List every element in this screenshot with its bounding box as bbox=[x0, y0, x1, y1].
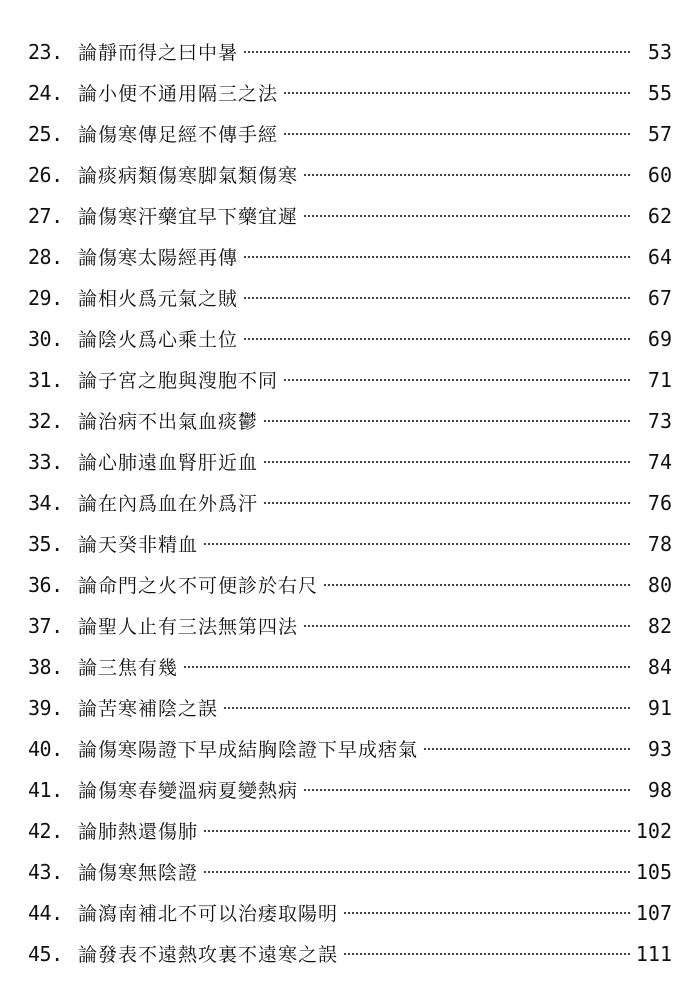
entry-page-number: 57 bbox=[647, 122, 672, 146]
dot-leader bbox=[264, 502, 630, 504]
entry-page-number: 60 bbox=[647, 163, 672, 187]
entry-number: 25. bbox=[28, 122, 63, 146]
entry-page-number: 105 bbox=[635, 860, 672, 884]
dot-leader bbox=[264, 461, 630, 463]
entry-page-number: 91 bbox=[647, 696, 672, 720]
toc-entry[interactable] bbox=[28, 73, 672, 114]
entry-title: 論相火爲元氣之賊 bbox=[78, 288, 239, 310]
entry-page-number: 98 bbox=[647, 778, 672, 802]
entry-page-number: 71 bbox=[647, 368, 672, 392]
entry-number: 29. bbox=[28, 286, 63, 310]
entry-number: 42. bbox=[28, 819, 63, 843]
entry-title: 論肺熱還傷肺 bbox=[78, 821, 199, 843]
entry-page-number: 84 bbox=[647, 655, 672, 679]
entry-number: 39. bbox=[28, 696, 63, 720]
dot-leader bbox=[344, 953, 630, 955]
entry-number: 30. bbox=[28, 327, 63, 351]
entry-page-number: 107 bbox=[635, 901, 672, 925]
entry-number: 24. bbox=[28, 81, 63, 105]
entry-title: 論陰火爲心乘土位 bbox=[78, 329, 239, 351]
entry-title: 論三焦有幾 bbox=[78, 657, 179, 679]
dot-leader bbox=[204, 830, 630, 832]
entry-number: 33. bbox=[28, 450, 63, 474]
toc-entry[interactable] bbox=[28, 483, 672, 524]
entry-page-number: 93 bbox=[647, 737, 672, 761]
entry-title: 論傷寒春變溫病夏變熱病 bbox=[78, 780, 299, 802]
dot-leader bbox=[284, 133, 630, 135]
entry-title: 論心肺遠血腎肝近血 bbox=[78, 452, 259, 474]
toc-entry[interactable] bbox=[28, 319, 672, 360]
entry-page-number: 73 bbox=[647, 409, 672, 433]
entry-title: 論小便不通用隔三之法 bbox=[78, 83, 279, 105]
entry-page-number: 76 bbox=[647, 491, 672, 515]
toc-entry[interactable] bbox=[28, 729, 672, 770]
dot-leader bbox=[204, 871, 630, 873]
entry-number: 23. bbox=[28, 40, 63, 64]
entry-page-number: 80 bbox=[647, 573, 672, 597]
entry-title: 論聖人止有三法無第四法 bbox=[78, 616, 299, 638]
entry-title: 論發表不遠熱攻裏不遠寒之誤 bbox=[78, 944, 339, 966]
toc-entry[interactable] bbox=[28, 278, 672, 319]
entry-title: 論瀉南補北不可以治痿取陽明 bbox=[78, 903, 339, 925]
dot-leader bbox=[324, 584, 630, 586]
entry-title: 論在內爲血在外爲汗 bbox=[78, 493, 259, 515]
entry-title: 論傷寒陽證下早成結胸陰證下早成痞氣 bbox=[78, 739, 419, 761]
entry-number: 38. bbox=[28, 655, 63, 679]
entry-number: 37. bbox=[28, 614, 63, 638]
entry-number: 36. bbox=[28, 573, 63, 597]
entry-title: 論傷寒汗藥宜早下藥宜遲 bbox=[78, 206, 299, 228]
entry-page-number: 53 bbox=[647, 40, 672, 64]
entry-page-number: 55 bbox=[647, 81, 672, 105]
toc-entry[interactable] bbox=[28, 401, 672, 442]
toc-entry[interactable] bbox=[28, 114, 672, 155]
entry-title: 論苦寒補陰之誤 bbox=[78, 698, 219, 720]
dot-leader bbox=[304, 625, 630, 627]
toc-entry[interactable] bbox=[28, 852, 672, 893]
entry-number: 44. bbox=[28, 901, 63, 925]
entry-number: 26. bbox=[28, 163, 63, 187]
entry-page-number: 102 bbox=[635, 819, 672, 843]
toc-entry[interactable] bbox=[28, 688, 672, 729]
dot-leader bbox=[304, 789, 630, 791]
entry-title: 論治病不出氣血痰鬱 bbox=[78, 411, 259, 433]
toc-entry[interactable] bbox=[28, 606, 672, 647]
table-of-contents bbox=[28, 32, 672, 975]
entry-title: 論傷寒太陽經再傳 bbox=[78, 247, 239, 269]
toc-entry[interactable] bbox=[28, 524, 672, 565]
toc-entry[interactable] bbox=[28, 811, 672, 852]
entry-title: 論傷寒傳足經不傳手經 bbox=[78, 124, 279, 146]
dot-leader bbox=[184, 666, 630, 668]
toc-entry[interactable] bbox=[28, 237, 672, 278]
entry-page-number: 74 bbox=[647, 450, 672, 474]
dot-leader bbox=[264, 420, 630, 422]
dot-leader bbox=[244, 297, 630, 299]
entry-number: 31. bbox=[28, 368, 63, 392]
entry-title: 論子宮之胞與溲胞不同 bbox=[78, 370, 279, 392]
entry-title: 論天癸非精血 bbox=[78, 534, 199, 556]
entry-number: 43. bbox=[28, 860, 63, 884]
toc-entry[interactable] bbox=[28, 155, 672, 196]
entry-number: 41. bbox=[28, 778, 63, 802]
toc-entry[interactable] bbox=[28, 770, 672, 811]
dot-leader bbox=[244, 51, 630, 53]
dot-leader bbox=[284, 92, 630, 94]
toc-entry[interactable] bbox=[28, 196, 672, 237]
dot-leader bbox=[284, 379, 630, 381]
dot-leader bbox=[304, 215, 630, 217]
entry-page-number: 69 bbox=[647, 327, 672, 351]
entry-page-number: 62 bbox=[647, 204, 672, 228]
dot-leader bbox=[424, 748, 630, 750]
entry-title: 論痰病類傷寒脚氣類傷寒 bbox=[78, 165, 299, 187]
dot-leader bbox=[304, 174, 630, 176]
entry-title: 論傷寒無陰證 bbox=[78, 862, 199, 884]
entry-page-number: 67 bbox=[647, 286, 672, 310]
entry-number: 40. bbox=[28, 737, 63, 761]
entry-title: 論靜而得之曰中暑 bbox=[78, 42, 239, 64]
dot-leader bbox=[204, 543, 630, 545]
entry-title: 論命門之火不可便診於右尺 bbox=[78, 575, 319, 597]
toc-entry[interactable] bbox=[28, 934, 672, 975]
toc-entry[interactable] bbox=[28, 647, 672, 688]
dot-leader bbox=[244, 256, 630, 258]
toc-entry[interactable] bbox=[28, 565, 672, 606]
entry-number: 28. bbox=[28, 245, 63, 269]
entry-number: 34. bbox=[28, 491, 63, 515]
entry-page-number: 78 bbox=[647, 532, 672, 556]
entry-number: 32. bbox=[28, 409, 63, 433]
toc-entry[interactable] bbox=[28, 32, 672, 73]
entry-page-number: 64 bbox=[647, 245, 672, 269]
entry-number: 45. bbox=[28, 942, 63, 966]
dot-leader bbox=[224, 707, 630, 709]
dot-leader bbox=[344, 912, 630, 914]
entry-page-number: 82 bbox=[647, 614, 672, 638]
entry-page-number: 111 bbox=[635, 942, 672, 966]
dot-leader bbox=[244, 338, 630, 340]
entry-number: 35. bbox=[28, 532, 63, 556]
toc-entry[interactable] bbox=[28, 893, 672, 934]
toc-entry[interactable] bbox=[28, 442, 672, 483]
toc-entry[interactable] bbox=[28, 360, 672, 401]
entry-number: 27. bbox=[28, 204, 63, 228]
